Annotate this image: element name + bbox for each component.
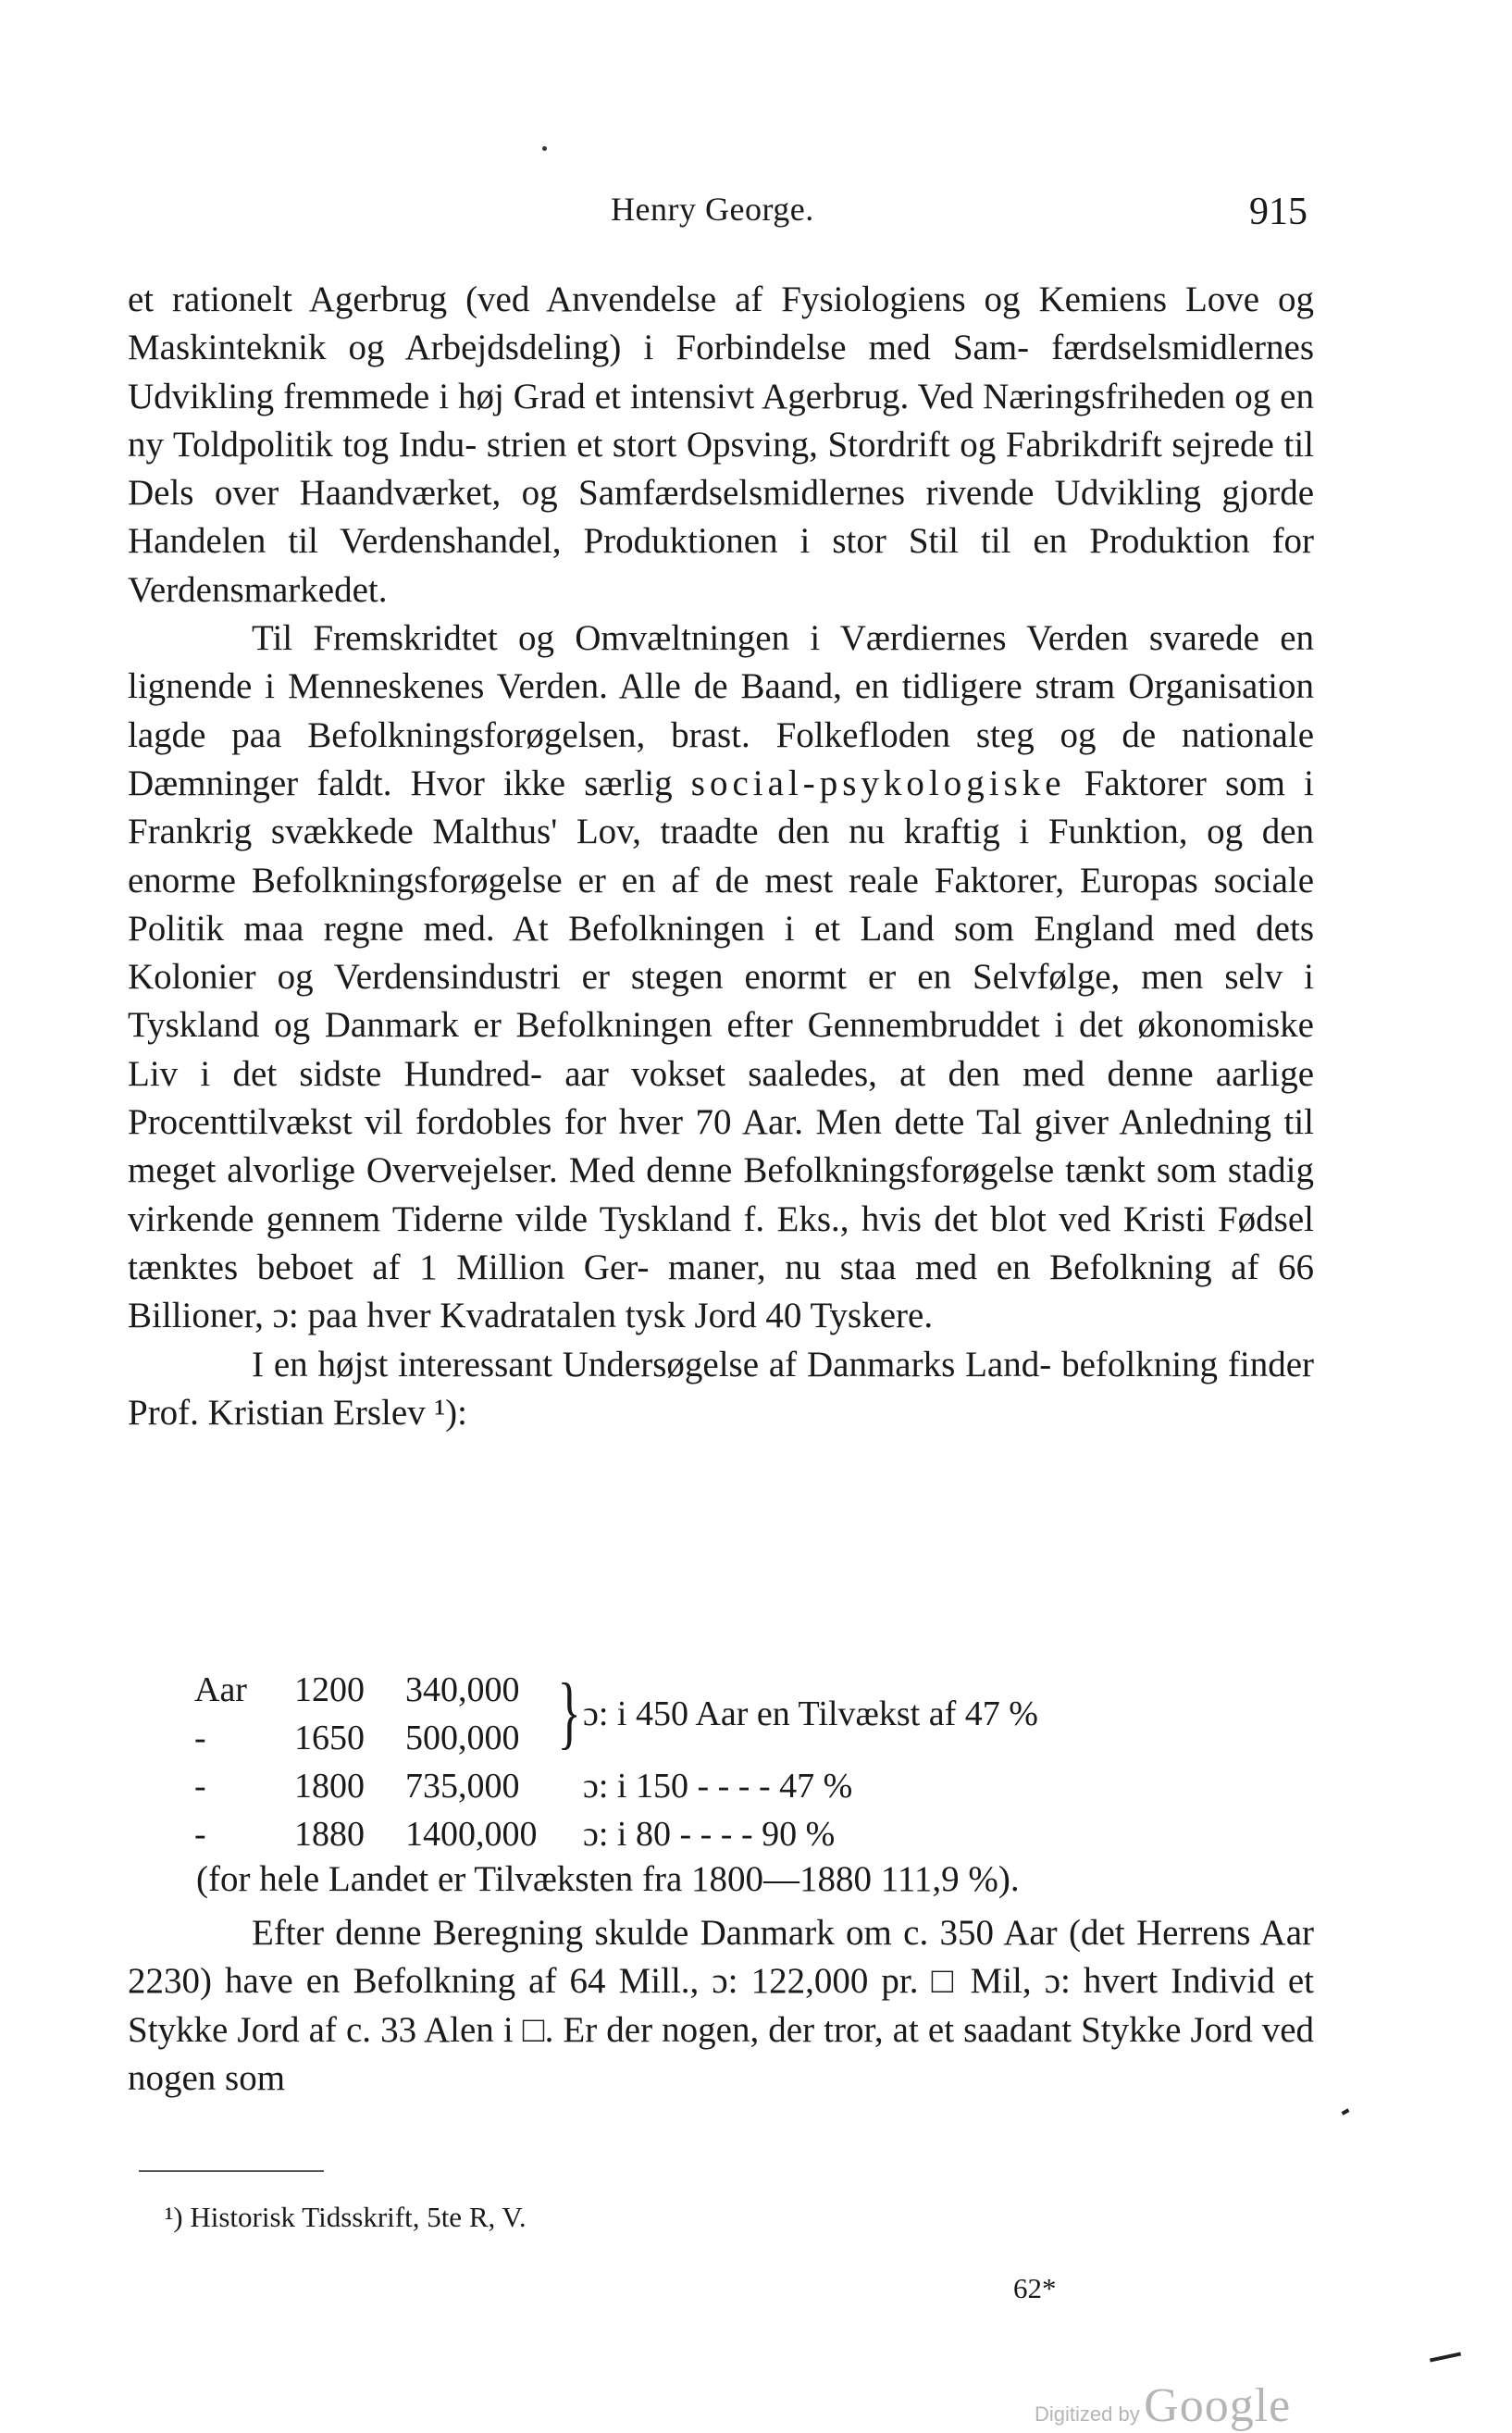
text-line: maner, nu staa med en Befolkning af 66 Billioner, ɔ: paa hver: [128, 1247, 1315, 1336]
row-label: -: [194, 1767, 206, 1806]
text-line: svarede en lignende i Menneskenes Verden. Alle de Baand, en: [128, 618, 1315, 707]
paragraph-4: [128, 1909, 1314, 2103]
row-label: -: [194, 1719, 206, 1757]
main-text-continued: [128, 1909, 1314, 2103]
text-line: England med dets Kolonier og Verdensindustri er stegen enormt: [128, 908, 1314, 998]
paragraph-1: [128, 276, 1314, 614]
row-year: 1650: [294, 1719, 365, 1757]
text-line: Efter denne Beregning skulde Danmark om c. 350 Aar (det: [252, 1913, 1125, 1953]
paragraph-2: [128, 614, 1314, 1340]
table-summary: (for hele Landet er Tilvæksten fra 1800—1880 111,9 %).: [196, 1859, 1020, 1899]
watermark-prefix: Digitized by: [1035, 2402, 1140, 2426]
text-line: Love og Maskinteknik og Arbejdsdeling) i Forbindelse med Sam-: [128, 279, 1315, 368]
text-line: over Haandværket, og Samfærdselsmidlernes rivende Udvikling: [214, 473, 1201, 514]
text-line: Til Fremskridtet og Omvæltningen i Værdiernes Verden: [252, 618, 1129, 659]
google-logo: Google: [1144, 2379, 1292, 2432]
text-line: fordobles for hver 70 Aar. Men dette Tal giver Anledning til: [415, 1102, 1315, 1143]
text-line: Folkefloden steg og de nationale Dæmninger faldt. Hvor ikke: [128, 714, 1314, 803]
row-year: 1880: [294, 1815, 365, 1854]
text-line-end: Faktorer som i Frankrig svækkede: [128, 763, 1314, 852]
text-line: er en Selvfølge, men selv i Tyskland og Danmark er Befolkningen: [128, 957, 1315, 1046]
text-line: et rationelt Agerbrug (ved Anvendelse af Fysiologiens og Kemiens: [128, 279, 1168, 319]
emphasized-term: social-psykologiske: [690, 763, 1066, 803]
main-text: [128, 276, 1314, 1437]
text-line: befolkning finder Prof. Kristian Erslev ¹):: [128, 1344, 1314, 1433]
text-line: Herrens Aar 2230) have en Befolkning af 64 Mill., ɔ: 122,000 pr.: [128, 1913, 1315, 2002]
text-line-start: særlig: [584, 763, 691, 803]
text-line: □ Mil, ɔ: hvert Individ et Stykke Jord af c. 33 Alen i □. Er: [128, 1961, 1314, 2050]
text-line: efter Gennembruddet i det økonomiske Liv i det sidste Hundred-: [128, 1005, 1314, 1094]
footnote-divider: [139, 2170, 324, 2172]
row-note: ɔ: i 80 - - - - 90 %: [583, 1815, 836, 1854]
row-population: 735,000: [405, 1767, 520, 1806]
text-line: der nogen, der tror, at et saadant Stykke Jord ved nogen som: [128, 2009, 1315, 2098]
footnote: ¹) Historisk Tidsskrift, 5te R, V.: [165, 2201, 527, 2233]
row-label: Aar: [194, 1670, 247, 1709]
text-line: færdselsmidlernes Udvikling fremmede i høj Grad et intensivt: [128, 328, 1314, 416]
running-title: Henry George.: [611, 191, 814, 228]
page-number: 915: [1249, 191, 1308, 233]
text-line: sociale Politik maa regne med. At Befolkningen i et Land som: [128, 860, 1315, 949]
text-line: strien et stort Opsving, Stordrift og Fabrikdrift sejrede til Dels: [128, 424, 1314, 514]
row-year: 1200: [294, 1670, 365, 1709]
ink-mark: [1342, 2108, 1350, 2115]
text-line: Befolkningsforøgelse er en af de mest reale Faktorer, Europas: [251, 860, 1198, 900]
row-population: 340,000: [405, 1670, 520, 1709]
text-line: gjorde Handelen til Verdenshandel, Produktionen i stor Stil til en: [128, 473, 1315, 562]
text-line: I en højst interessant Undersøgelse af Danmarks Land-: [252, 1344, 1052, 1384]
text-line: aar vokset saaledes, at den med denne aarlige Procenttilvækst vil: [128, 1053, 1315, 1143]
curly-brace: }: [557, 1668, 581, 1757]
brace-note: ɔ: i 450 Aar en Tilvækst af 47 %: [583, 1694, 1038, 1733]
row-population: 500,000: [405, 1719, 520, 1757]
signature-mark: 62*: [1013, 2272, 1057, 2304]
row-year: 1800: [294, 1767, 365, 1806]
text-line: Malthus' Lov, traadte den nu kraftig i Funktion, og den enorme: [128, 812, 1314, 900]
row-label: -: [194, 1815, 206, 1854]
text-line: Agerbrug. Ved Næringsfriheden og en ny Toldpolitik tog Indu-: [128, 376, 1314, 465]
text-line: Kvadratalen tysk Jord 40 Tyskere.: [440, 1296, 934, 1336]
digitization-watermark: [1035, 2378, 1291, 2433]
paragraph-3: [128, 1341, 1314, 1438]
ink-mark: [1430, 2352, 1461, 2363]
text-line: hvis det blot ved Kristi Fødsel tænktes beboet af 1 Million Ger-: [128, 1198, 1315, 1287]
text-line: tidligere stram Organisation lagde paa Befolkningsforøgelsen, brast.: [128, 666, 1314, 755]
text-line: tænkt som stadig virkende gennem Tiderne vilde Tyskland f. Eks.,: [128, 1150, 1315, 1239]
text-line: meget alvorlige Overvejelser. Med denne Befolkningsforøgelse: [128, 1150, 1055, 1191]
row-note: ɔ: i 150 - - - - 47 %: [583, 1767, 853, 1806]
ink-speck: [542, 146, 547, 151]
text-line: Produktion for Verdensmarkedet.: [128, 521, 1315, 610]
row-population: 1400,000: [405, 1815, 538, 1854]
